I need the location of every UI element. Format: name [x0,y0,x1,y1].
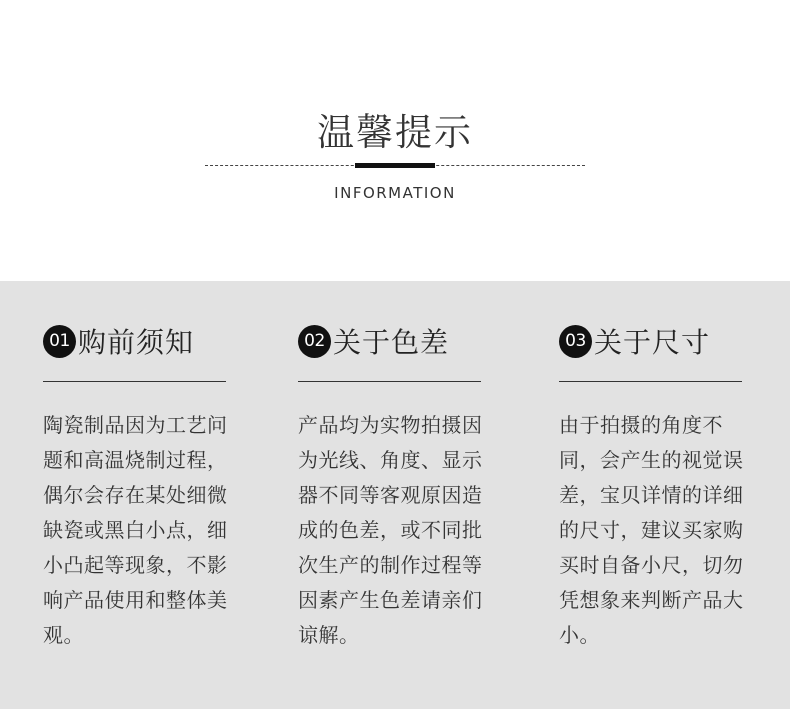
section-title: 关于色差 [333,326,450,359]
section-size [559,321,759,653]
section-text: 由于拍摄的角度不同，会产生的视觉误差，宝贝详情的详细的尺寸，建议买家购买时自备小尺，切勿凭想象来判断产品大小。 [559,413,744,647]
section-header [559,321,759,361]
section-text: 产品均为实物拍摄因为光线、角度、显示器不同等客观原因造成的色差，或不同批次生产的制作过程等因素产生色差请亲们谅解。 [298,413,483,647]
section-number-badge: 02 [298,325,331,358]
title-accent-bar [355,163,435,168]
info-panel [0,281,790,709]
page-subtitle: INFORMATION [334,184,456,202]
page-title: 温馨提示 [317,111,473,154]
section-divider [43,381,226,382]
section-divider [298,381,481,382]
section-title: 关于尺寸 [594,326,711,359]
section-number-badge: 01 [43,325,76,358]
header-section [0,0,790,281]
section-color-difference [298,321,498,653]
section-purchase-notice [43,321,243,653]
section-text: 陶瓷制品因为工艺问题和高温烧制过程，偶尔会存在某处细微缺瓷或黑白小点，细小凸起等现象，不影响产品使用和整体美观。 [43,413,228,647]
section-header [298,321,498,361]
section-divider [559,381,742,382]
section-number-badge: 03 [559,325,592,358]
section-header [43,321,243,361]
section-title: 购前须知 [78,326,195,359]
